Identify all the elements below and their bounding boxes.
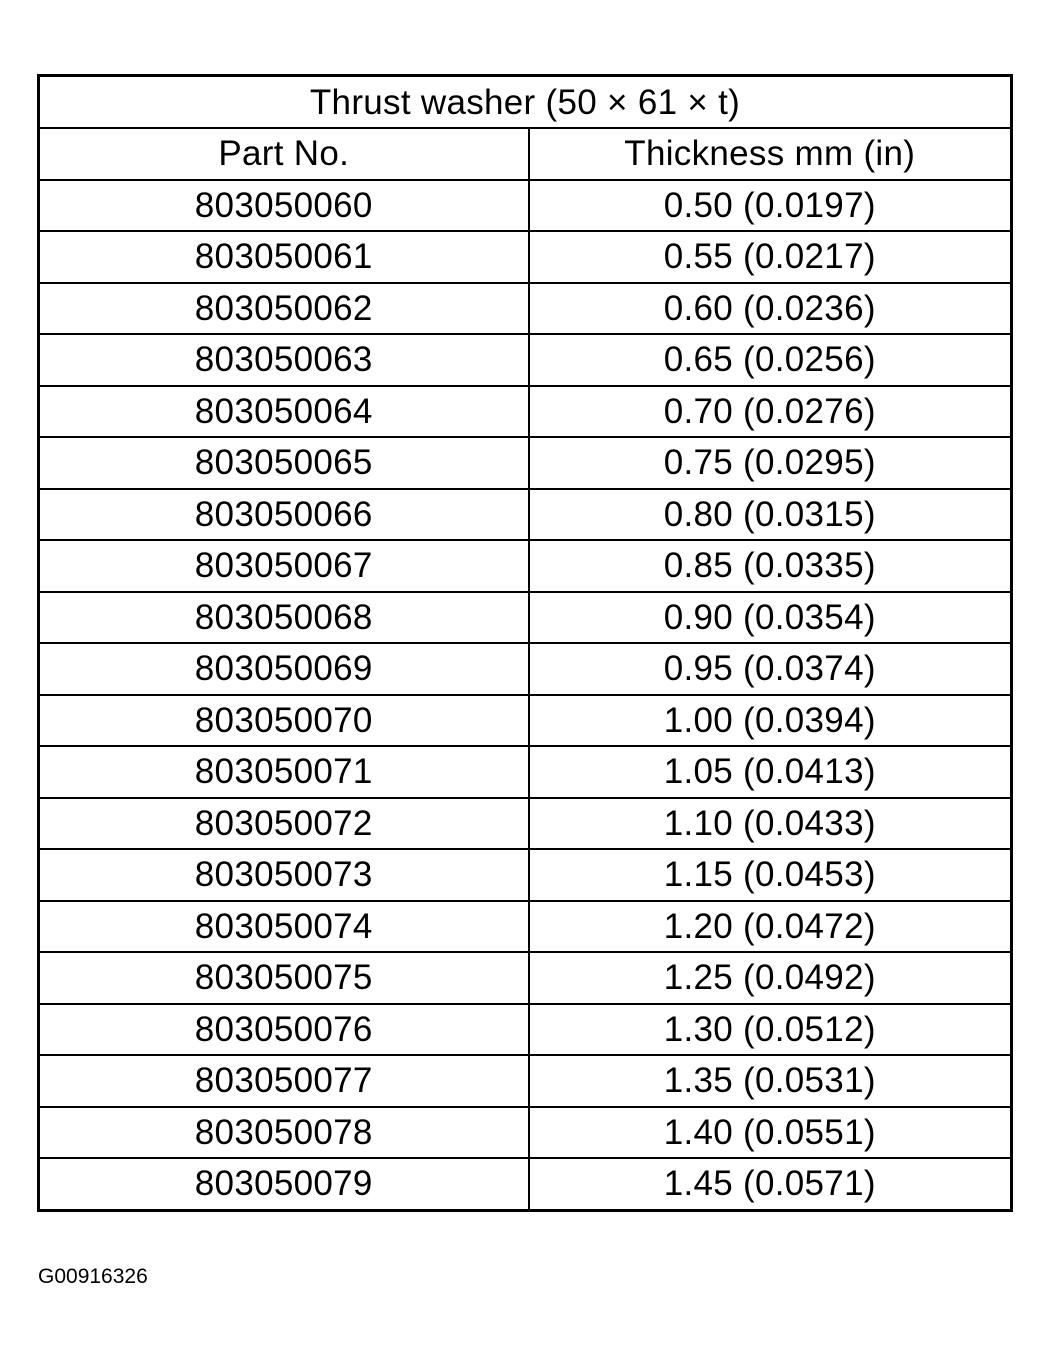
part-no-cell: 803050068 (39, 592, 529, 644)
part-no-cell: 803050063 (39, 334, 529, 386)
thickness-cell: 0.65 (0.0256) (529, 334, 1012, 386)
part-no-cell: 803050072 (39, 798, 529, 850)
table-row (39, 334, 1012, 386)
part-no-cell: 803050070 (39, 695, 529, 747)
thickness-cell: 1.40 (0.0551) (529, 1107, 1012, 1159)
table-row (39, 1107, 1012, 1159)
thickness-cell: 0.90 (0.0354) (529, 592, 1012, 644)
part-no-cell: 803050071 (39, 746, 529, 798)
table-header-row (39, 128, 1012, 180)
part-no-cell: 803050074 (39, 901, 529, 953)
thickness-cell: 1.30 (0.0512) (529, 1004, 1012, 1056)
part-no-cell: 803050079 (39, 1158, 529, 1210)
part-no-cell: 803050077 (39, 1055, 529, 1107)
part-no-cell: 803050066 (39, 489, 529, 541)
thickness-cell: 1.00 (0.0394) (529, 695, 1012, 747)
table-row (39, 1158, 1012, 1210)
table-row (39, 231, 1012, 283)
table-row (39, 798, 1012, 850)
thickness-cell: 1.15 (0.0453) (529, 849, 1012, 901)
table-row (39, 592, 1012, 644)
table-title: Thrust washer (50 × 61 × t) (39, 76, 1012, 129)
part-no-cell: 803050075 (39, 952, 529, 1004)
table-body (39, 180, 1012, 1211)
table-row (39, 901, 1012, 953)
part-no-cell: 803050060 (39, 180, 529, 232)
table-row (39, 746, 1012, 798)
figure-code: G00916326 (38, 1265, 148, 1288)
thickness-cell: 1.45 (0.0571) (529, 1158, 1012, 1210)
table-title-row (39, 76, 1012, 129)
part-no-cell: 803050069 (39, 643, 529, 695)
part-no-cell: 803050073 (39, 849, 529, 901)
table-row (39, 180, 1012, 232)
thickness-cell: 1.35 (0.0531) (529, 1055, 1012, 1107)
thrust-washer-table (37, 74, 1013, 1212)
thickness-header: Thickness mm (in) (529, 128, 1012, 180)
part-no-cell: 803050078 (39, 1107, 529, 1159)
table-row (39, 849, 1012, 901)
part-no-cell: 803050061 (39, 231, 529, 283)
table-row (39, 952, 1012, 1004)
thickness-cell: 1.05 (0.0413) (529, 746, 1012, 798)
table-row (39, 1004, 1012, 1056)
table-row (39, 386, 1012, 438)
thickness-cell: 0.55 (0.0217) (529, 231, 1012, 283)
part-no-cell: 803050065 (39, 437, 529, 489)
thickness-cell: 0.85 (0.0335) (529, 540, 1012, 592)
thickness-cell: 1.20 (0.0472) (529, 901, 1012, 953)
table-row (39, 437, 1012, 489)
part-no-header: Part No. (39, 128, 529, 180)
table-row (39, 540, 1012, 592)
thickness-cell: 1.10 (0.0433) (529, 798, 1012, 850)
thickness-cell: 1.25 (0.0492) (529, 952, 1012, 1004)
thickness-cell: 0.50 (0.0197) (529, 180, 1012, 232)
table-row (39, 489, 1012, 541)
table-row (39, 643, 1012, 695)
part-no-cell: 803050064 (39, 386, 529, 438)
thickness-cell: 0.60 (0.0236) (529, 283, 1012, 335)
thickness-cell: 0.70 (0.0276) (529, 386, 1012, 438)
part-no-cell: 803050067 (39, 540, 529, 592)
table-row (39, 695, 1012, 747)
thickness-cell: 0.80 (0.0315) (529, 489, 1012, 541)
part-no-cell: 803050062 (39, 283, 529, 335)
table-row (39, 283, 1012, 335)
thickness-cell: 0.95 (0.0374) (529, 643, 1012, 695)
thickness-cell: 0.75 (0.0295) (529, 437, 1012, 489)
part-no-cell: 803050076 (39, 1004, 529, 1056)
table-row (39, 1055, 1012, 1107)
